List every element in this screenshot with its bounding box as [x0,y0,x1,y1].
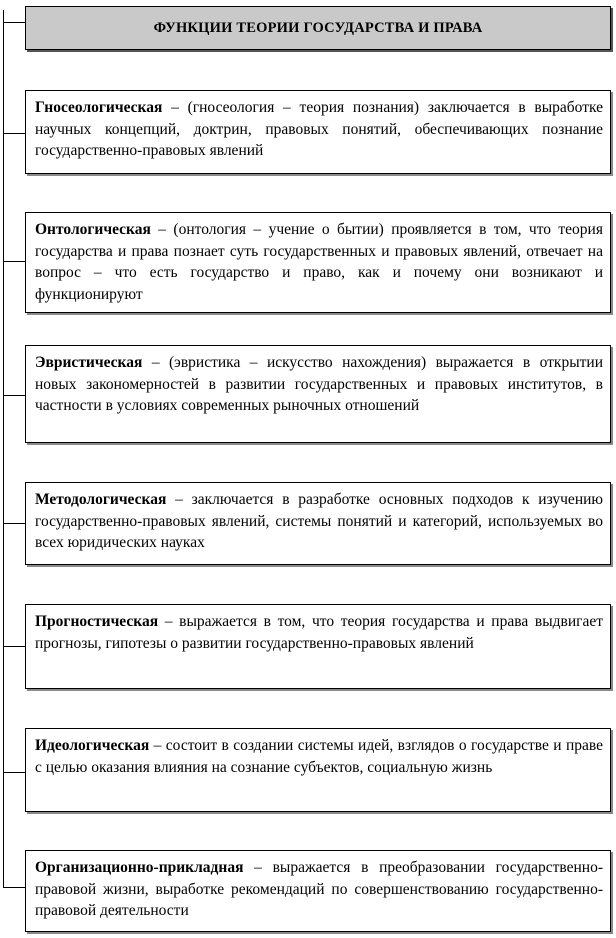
function-box-prognostic [25,604,611,689]
function-term: Гносеологическая [35,99,163,116]
function-term: Организационно-прикладная [35,859,244,876]
function-box-applied [25,850,611,932]
function-box-ideological [25,728,611,812]
connector-branch-gnoseological [3,133,25,134]
function-description: – выражается в том, что теория государства и права выдвигает прогнозы, гипотезы о развитии государственно-правовых явлений [35,613,603,652]
function-description: – состоит в создании системы идей, взглядов о государстве и праве с целью оказания влияния на сознание субъектов, социальную жизнь [35,737,603,776]
function-box-methodological [25,482,611,565]
function-box-ontological [25,212,611,313]
connector-branch-prognostic [3,646,25,647]
function-description: – (гносеология – теория познания) заключается в выработке научных концепций, доктрин, правовых понятий, обеспечивающих познание государственно-правовых явлений [35,99,603,159]
function-box-gnoseological [25,90,611,174]
connector-branch-applied [3,887,25,888]
connector-branch-ontological [3,261,25,262]
function-term: Эвристическая [35,354,143,371]
function-box-heuristic [25,345,611,443]
function-term: Методологическая [35,491,167,508]
function-description: – заключается в разработке основных подходов к изучению государственно-правовых явлений, системы понятий и категорий, используемых во всех юридических науках [35,491,603,551]
function-description: – (онтология – учение о бытии) проявляется в том, что теория государства и права познает суть государственных и правовых явлений, отвечает на вопрос – что есть государство и право, как и почему они возникают и функционируют [35,221,603,303]
connector-branch-ideological [3,772,25,773]
function-description: – выражается в преобразовании государственно-правовой жизни, выработке рекомендаций по совершенствованию государственно-правовой деятельности [35,859,603,919]
function-term: Прогностическая [35,613,159,630]
diagram-title: ФУНКЦИИ ТЕОРИИ ГОСУДАРСТВА И ПРАВА [25,6,611,50]
function-term: Онтологическая [35,221,151,238]
connector-branch-methodological [3,523,25,524]
connector-spine [3,10,4,887]
connector-branch-header [3,22,25,23]
function-description: – (эвристика – искусство нахождения) выражается в открытии новых закономерностей в развитии государственных и правовых институтов, в частности в условиях современных рыночных отношений [35,354,603,414]
connector-branch-heuristic [3,395,25,396]
function-term: Идеологическая [35,737,150,754]
